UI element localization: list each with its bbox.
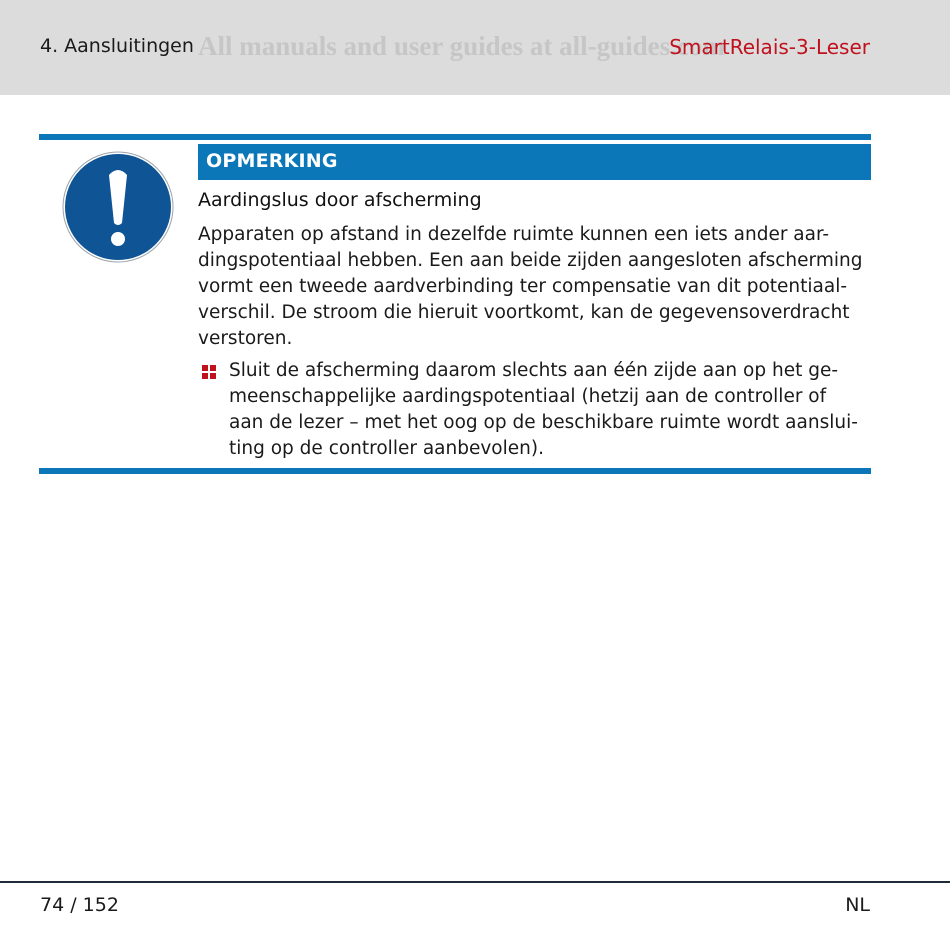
section-title: 4. Aansluitingen — [40, 35, 194, 57]
product-name: SmartRelais-3-Leser — [669, 35, 870, 59]
body-line: Apparaten op afstand in dezelfde ruimte kunnen een iets ander aar- — [198, 224, 830, 245]
bullet-line: meenschappelijke aardingspotentiaal (hetzij aan de controller of — [229, 386, 827, 407]
notice-bottom-rule — [39, 468, 871, 474]
body-line: vormt een tweede aardverbinding ter compensatie van dit potentiaal- — [198, 276, 848, 297]
page-header — [0, 0, 950, 95]
body-line: dingspotentiaal hebben. Een aan beide zijden aangesloten afscherming — [198, 250, 863, 271]
notice-label-bar — [198, 144, 871, 180]
notice-top-rule — [39, 134, 871, 140]
notice-body — [198, 222, 878, 352]
notice-heading: Aardingslus door afscherming — [198, 189, 482, 211]
bullet-squares-icon — [202, 365, 216, 379]
watermark-text: All manuals and user guides at all-guides.com — [198, 31, 725, 61]
exclamation-icon — [62, 151, 174, 263]
bullet-line: aan de lezer – met het oog op de beschikbare ruimte wordt aanslui- — [229, 412, 858, 433]
bullet-line: ting op de controller aanbevolen). — [229, 438, 544, 459]
notice-label: OPMERKING — [206, 150, 338, 172]
footer-divider — [0, 881, 950, 883]
page-number: 74 / 152 — [40, 894, 119, 916]
bullet-text — [229, 358, 889, 462]
language-code: NL — [845, 894, 870, 916]
body-line: verschil. De stroom die hieruit voortkomt, kan de gegevensoverdracht — [198, 302, 850, 323]
bullet-line: Sluit de afscherming daarom slechts aan één zijde aan op het ge- — [229, 360, 839, 381]
body-line: verstoren. — [198, 328, 293, 349]
